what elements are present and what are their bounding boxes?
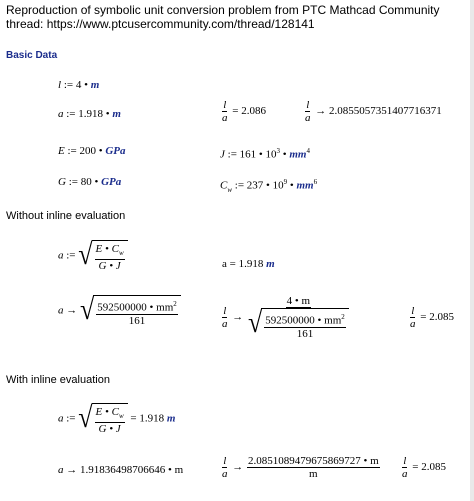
- header-line-1: Reproduction of symbolic unit conversion problem from PTC Mathcad Community: [6, 3, 440, 17]
- region-a-sqrt-definition[interactable]: a := √ $\frac{E • C_w}{G • J}$: [58, 240, 128, 272]
- section-with-inline: With inline evaluation: [6, 374, 110, 386]
- section-basic-data: Basic Data: [6, 50, 58, 61]
- region-a-inline-eval[interactable]: a := √ $\frac{E • C_w}{G • J}$ = 1.918 m: [58, 400, 176, 436]
- region-E-definition[interactable]: E := 200 • GPa: [58, 145, 126, 157]
- region-Cw-definition[interactable]: $C_w$ := 237 • $10^9$ • $mm^6$: [220, 178, 318, 194]
- page-edge-shadow: [470, 0, 474, 501]
- region-ratio-numeric[interactable]: $\frac{l}{a}$ = 2.086: [222, 99, 266, 124]
- region-a-symbolic[interactable]: a → √ $\frac{592500000 • mm^2}{161}$: [58, 295, 181, 327]
- region-ratio-numeric-2[interactable]: $\frac{l}{a}$ = 2.085: [410, 305, 454, 330]
- header-line-2: thread: https://www.ptcusercommunity.com/thread/128141: [6, 17, 315, 31]
- region-ratio-symbolic-nested[interactable]: $\frac{l}{a}$ → 4 • m √ $\frac{592500000 • mm^2}{161}$: [220, 295, 351, 340]
- sqrt-symbol: √ $\frac{E • C_w}{G • J}$: [78, 240, 127, 272]
- region-ratio-symbolic-inline[interactable]: $\frac{l}{a}$ → $\frac{2.0851089479675869727 • m}{m}$: [222, 455, 379, 480]
- region-a-definition[interactable]: a := 1.918 • m: [58, 108, 121, 120]
- section-without-inline: Without inline evaluation: [6, 210, 126, 222]
- region-ratio-symbolic[interactable]: $\frac{l}{a}$ → 2.0855057351407716371: [305, 99, 442, 124]
- region-a-symbolic-inline[interactable]: a → 1.91836498706646 • m: [58, 464, 184, 476]
- region-G-definition[interactable]: G := 80 • GPa: [58, 176, 122, 188]
- region-J-definition[interactable]: J := 161 • $10^3$ • $mm^4$: [220, 147, 310, 161]
- region-a-result[interactable]: a = 1.918 m: [222, 258, 275, 270]
- region-ratio-numeric-3[interactable]: $\frac{l}{a}$ = 2.085: [402, 455, 446, 480]
- region-l-definition[interactable]: l := 4 • m: [58, 79, 100, 91]
